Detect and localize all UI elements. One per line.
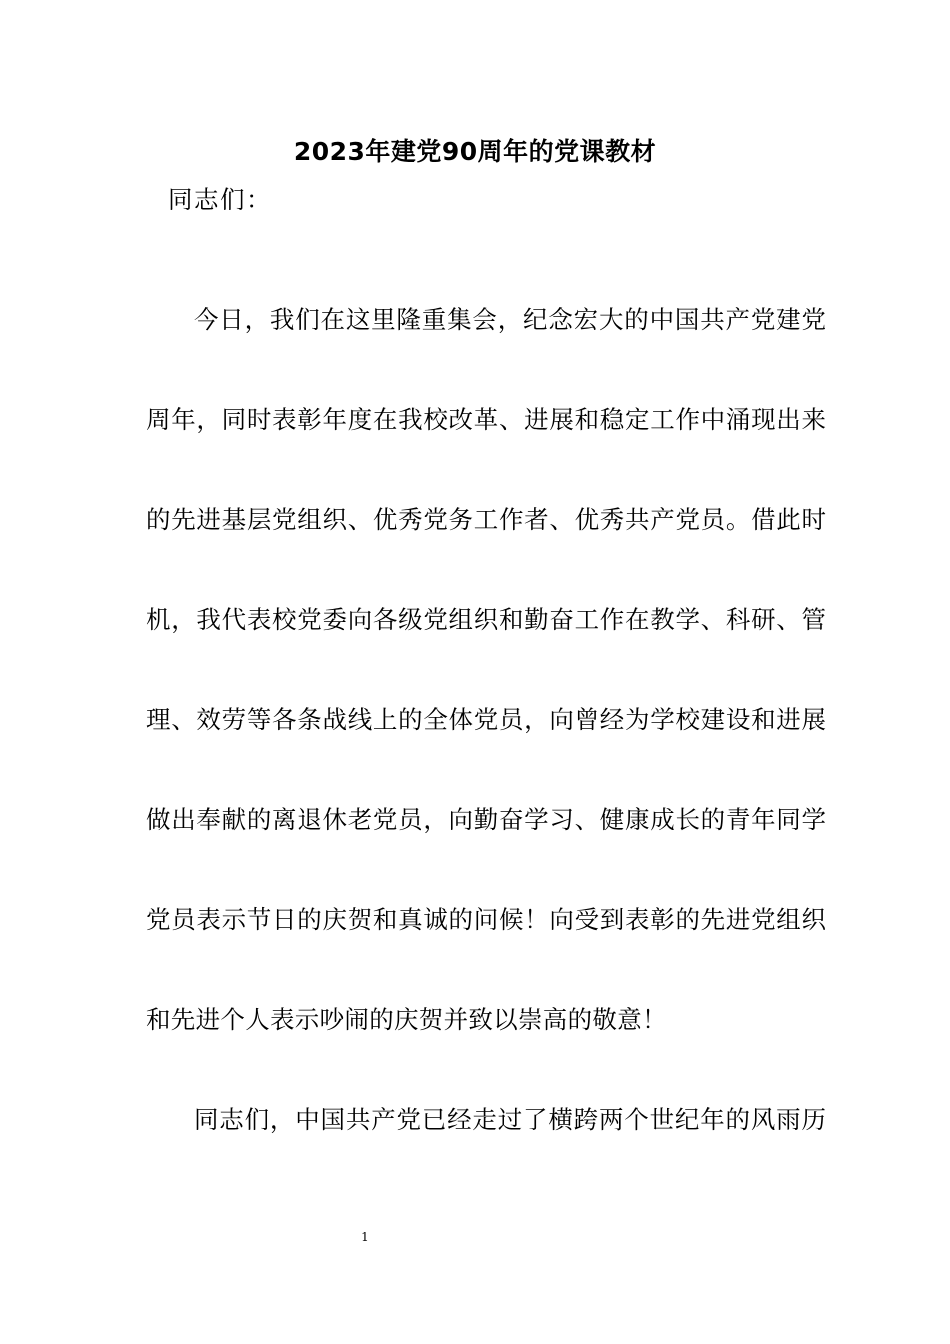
page-number: 1	[361, 1230, 369, 1244]
paragraph-line-9: 同志们，中国共产党已经走过了横跨两个世纪年的风雨历	[194, 1105, 826, 1134]
salutation: 同志们：	[168, 185, 272, 214]
paragraph-line-4: 机，我代表校党委向各级党组织和勤奋工作在教学、科研、管	[146, 605, 826, 634]
paragraph-line-5: 理、效劳等各条战线上的全体党员，向曾经为学校建设和进展	[146, 705, 826, 734]
document-title: 2023年建党90周年的党课教材	[293, 137, 657, 166]
paragraph-line-3: 的先进基层党组织、优秀党务工作者、优秀共产党员。借此时	[146, 505, 826, 534]
paragraph-line-7: 党员表示节日的庆贺和真诚的问候！向受到表彰的先进党组织	[146, 905, 826, 934]
paragraph-line-6: 做出奉献的离退休老党员，向勤奋学习、健康成长的青年同学	[146, 805, 826, 834]
paragraph-line-2: 周年，同时表彰年度在我校改革、进展和稳定工作中涌现出来	[146, 405, 826, 434]
paragraph-line-1: 今日，我们在这里隆重集会，纪念宏大的中国共产党建党	[194, 305, 826, 334]
paragraph-line-8: 和先进个人表示吵闹的庆贺并致以崇高的敬意！	[146, 1005, 667, 1034]
